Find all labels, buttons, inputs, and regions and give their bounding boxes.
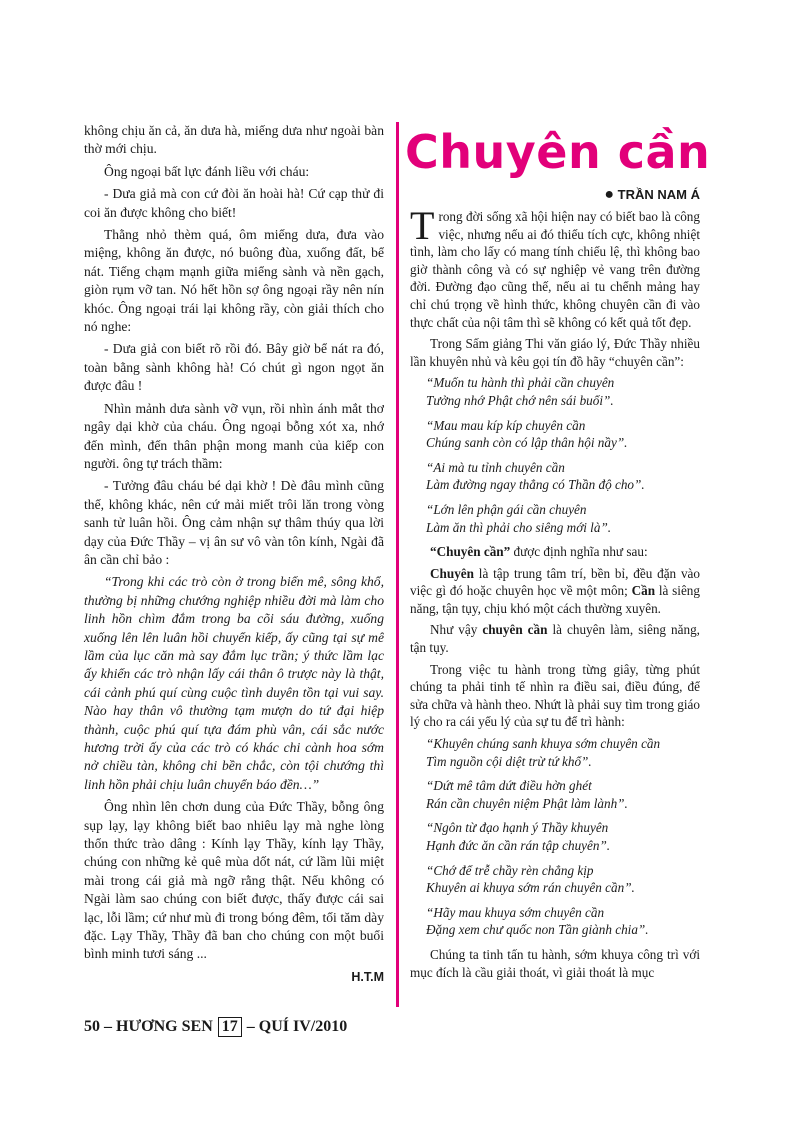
paragraph: Trong việc tu hành trong từng giây, từng phút chúng ta phải tinh tế nhìn ra điều sai, điều đúng, để sửa chữa và hành theo. Nhứt là phải suy tìm trong giáo lý cho ra cái yếu lý của sự tu để trì hành: [410, 661, 700, 730]
signature: H.T.M [351, 969, 384, 984]
verse: “Ngôn từ đạo hạnh ý Thầy khuyên Hạnh đức ăn cần rán tập chuyên”. [426, 820, 611, 853]
verse: “Hãy mau khuya sớm chuyên cần Đặng xem chư quốc non Tần giành chia”. [426, 904, 649, 938]
paragraph: Thằng nhỏ thèm quá, ôm miếng dưa, đưa vào miệng, không ăn được, nó buông đùa, xuống đất, bể nát. Tiếng chạm mạnh giữa miểng sành và nền gạch, giòn rụm vỡ tan. Nó hết hồn sợ ông ngoại rầy nên nín khóc. Ông ngoại trái lại không rầy, còn giải thích cho nó nghe: [84, 227, 384, 335]
verse: “Khuyên chúng sanh khuya sớm chuyên cần Tìm nguồn cội diệt trừ tứ khổ”. [426, 736, 661, 769]
page-number-label: 50 – HƯƠNG SEN [84, 1018, 213, 1035]
paragraph: Ông ngoại bất lực đánh liều với cháu: [104, 163, 310, 179]
definition-paragraph: Chuyên là tập trung tâm trí, bền bỉ, đều đặn vào việc gì đó hoặc chuyên học về một môn; Cần là siêng năng, tận tụy, chịu khó một cách thường xuyên. [410, 565, 700, 616]
paragraph: Nhìn mảnh dưa sành vỡ vụn, rồi nhìn ánh mắt thơ ngây dại khờ của cháu. Ông ngoại bỗng xót xa, nhớ đến mình, đến thân phận mong manh của kiếp con người. ông tự trách thầm: [84, 400, 384, 471]
paragraph: Trong Sấm giảng Thi văn giáo lý, Đức Thầy nhiều lần khuyên nhủ và kêu gọi tín đồ hãy “chuyên cần”: [410, 336, 700, 369]
paragraph: - Dưa giả mà con cứ đòi ăn hoài hà! Cứ cạp thử đi coi ăn được không cho biết! [84, 186, 384, 220]
verse: “Mau mau kíp kíp chuyên cần Chúng sanh còn có lập thân hội nầy”. [426, 417, 628, 451]
article-title: Chuyên cần [405, 125, 711, 179]
paragraph: Chúng ta tinh tấn tu hành, sớm khuya công trì với mục đích là cầu giải thoát, vì giải thoát là mục [410, 946, 700, 980]
intro-paragraph: Trong đời sống xã hội hiện nay có biết bao là công việc, nhưng nếu ai đó thiếu tích cực, không nhiệt tình, làm cho lấy có mang tính chiếu lệ, thì không bao giờ thành công và có sự nghiệp vẻ vang trên đường đời. Đường đạo cũng thế, nếu ai tu chểnh mảng hay chỉ chú trọng về hình thức, không chuyên cần đi vào thực chất của nội tâm thì sẽ không có kết quả tốt đẹp. [410, 203, 700, 330]
left-column [84, 122, 384, 986]
verse: “Muốn tu hành thì phải cần chuyên Tưởng nhớ Phật chớ nên sái buổi”. [426, 375, 615, 408]
right-column [410, 203, 700, 985]
bullet-icon: ● [604, 186, 615, 203]
page-footer [84, 1017, 347, 1037]
verse: “Dứt mê tâm dứt điều hờn ghét Rán cần chuyên niệm Phật làm lành”. [426, 778, 628, 811]
verse-group-1 [410, 374, 700, 536]
issue-number-box: 17 [218, 1017, 242, 1037]
verse-group-2 [410, 735, 700, 939]
paragraph: không chịu ăn cả, ăn dưa hà, miếng dưa như ngoài bàn thờ mới chịu. [84, 123, 384, 157]
quarter-label: – QUÍ IV/2010 [246, 1018, 348, 1035]
paragraph: Ông nhìn lên chơn dung của Đức Thầy, bỗng ông sụp lạy, lạy không biết bao nhiêu lạy mà nghe lòng thổn thức trào dâng : Kính lạy Thầy, kính lạy Thầy, chúng con những kẻ quê mùa dốt nát, cứ lầm lũi miệt mài trong cái giả mà ngỡ rằng thật. Nếu không có Ngài làm sao chúng con biết được, thấy được cái sai lạc, lỗi lầm; cứ như mù đi trong bóng đêm, tối tăm dày đặc. Lạy Thầy, Thầy đã ban cho chúng con một buổi bình minh tươi sáng ... [84, 799, 384, 962]
paragraph: Như vậy chuyên cần là chuyên làm, siêng năng, tận tụy. [410, 622, 700, 656]
verse: “Ai mà tu tỉnh chuyên cần Làm đường ngay thẳng có Thần độ cho”. [426, 459, 645, 493]
paragraph: - Tưởng đâu cháu bé dại khờ ! Dè đâu mình cũng thế, không khác, nên cứ mải miết trôi lăn trong vòng sanh tử luân hồi. Ông cảm nhận sự thâm thúy qua lời dạy của Đức Thầy – vị ân sư vô vàn tôn kính, Ngài đã ân cần chỉ bảo : [84, 478, 384, 567]
verse: “Chớ để trễ chầy rèn chẳng kịp Khuyên ai khuya sớm rán chuyên cần”. [426, 862, 635, 896]
column-divider [396, 122, 399, 1007]
verse: “Lớn lên phận gái cần chuyên Làm ăn thì phải cho siêng mới là”. [426, 501, 612, 535]
definition-intro: “Chuyên cần” được định nghĩa như sau: [430, 544, 648, 560]
drop-cap: T [410, 203, 435, 248]
author-name: TRẦN NAM Á [617, 187, 700, 202]
block-quote: “Trong khi các trò còn ở trong biển mê, sông khổ, thường bị những chướng nghiệp nhiều đời mà làm cho linh hồn chìm đắm trong ba cõi sáu đường, xuống xuống lên lên luân hồi chuyển kiếp, ấy cũng tại sự mê lầm của lục căn mà say đắm lục trần; ý thức lầm lạc ấy khiến các trò nhận lấy cái thân ô trược này là thật, cái cảnh phú quí cùng cuộc tình duyên tồn tại vui say. Nào hay thân vô thường tạm mượn do tứ đại hiệp thành, cuộc phú quí tựa đám phù vân, cái sắc nước hương trời ấy của các trò có khác chi cành hoa sớm nở chiều tàn, không chi bền chắc, còn tội chướng thì linh hồn phải chịu luân chuyển báo đền…” [84, 574, 384, 792]
author-byline [560, 186, 700, 204]
paragraph: - Dưa giả con biết rõ rồi đó. Bây giờ bể nát ra đó, toàn bằng sành không hà! Có chút gì ngon ngọt ăn được đâu ! [84, 341, 384, 394]
